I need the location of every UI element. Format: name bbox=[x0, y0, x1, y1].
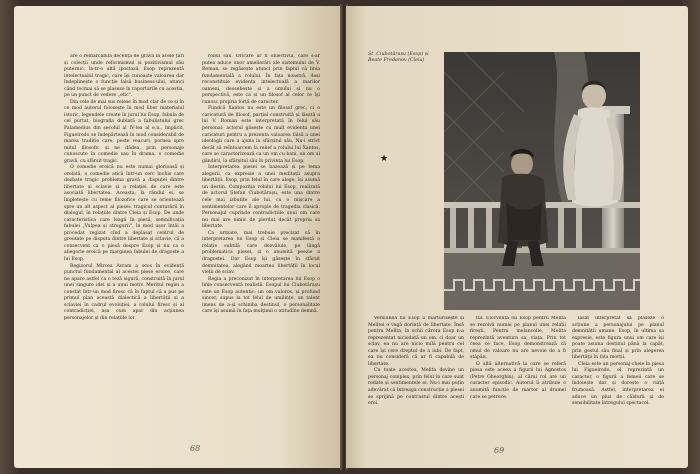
paragraph: tul. Elocvența lui Esop pentru Melita se rezolvă numai pe planul unei relații firești. Pentru melancolie, Melita reprezintă aventura sa, viața. Prin tot ceea ce face, Esop demonstrează că omul de valoare nu are nevoie de a fi stăpân. bbox=[470, 316, 566, 361]
paragraph: Cu toate acestea, Melita devine un personaj complex, prin felul în care sunt redate și sentimentele ei. Nu-i mai puțin adevărat că întreaga construcție a piesei se sprijină pe contrastul dintre acești eroi. bbox=[368, 368, 464, 407]
paragraph: are o remarcabilă decență de gravă în acele țări și colecții unde reformismul și pozitivismul său puternic, în-tr-o altă ipostază, Esop reprezentă intelectualul tragic, care își cunoaște valoarea dar îndeplinește o funcție falsă business-ului, atunci când tocmai să se plaseze în raporturile cu acestia, pe un punct de vedere „etic". bbox=[64, 54, 184, 99]
right-page-column-2 bbox=[470, 316, 566, 440]
paragraph: O comedie eroică nu este numai glorioasă și orelată, o comedie atică într-un cerc închis care dezbate tragic problema gravă a disputei dintre libertate și sclavie și a relației de care este asociată libertatea. Aceasta, la rândul ei, se împletește cu teme filozofice care se orientează spre un alt aspect al piesei: tragicul conturării în dialogul, în relațiile dintre Cleia și Esop. De unde caracteristica care leagă în piesă, semnificația fabulei „Vulpea și strugurii", în mod ușor întâi a procedat regizat cînd a deplasat centrul de greutate pe disputa dintre libertate și sclavie, că a consecvent ca o piesă despre Esop și nu ca o aliegorie eroică pe marginea fabulei de dragoste a lui Esop. bbox=[64, 165, 184, 262]
page-number-right: 69 bbox=[494, 446, 505, 455]
paragraph: Din cele de mai sus reiese în mod clar de ce și în ce mod autorul folosește în mod liber materialul istoric, legendele create în jurul lui Esop, fabula de cel purtat, biografia dublată a fabulistului grec Palamedius din secolul al IV-lea al e.n., implicit, Figueiredo se îndepărtează în mod considerabil de marea tradiție care, peste veacuri, pornea spre mitul filosofic și ne dădea, prin personaje cunoscute în comedie sau în drama, o comedie gravă, cu sfârșit tragic. bbox=[64, 99, 184, 164]
left-page bbox=[14, 6, 342, 468]
left-page-column-2 bbox=[202, 54, 320, 436]
paragraph: Regia a preconizat în interpretarea lui Esop o linie consecventă realistă. Esopul lui Ciubotărașu este un Esop autentic: un om valoros, și profund sincer, supus la tot felul de umilințe, un talent imens de a-și schimba destinul, o personalitate care își asumă în fața mulțimii o atitudine demnă. bbox=[202, 276, 320, 315]
paragraph: Cleia este un personaj-cheie în piesa lui Figueiredo, el reprezintă un caracter, o figură a femeii care se îndoiește dar și dorește o viață frumoasă. Astfel, interpretarea ei aduce un plus de căldură și de sensibilitate întregului spectacol. bbox=[572, 361, 664, 407]
right-page-column-3 bbox=[572, 316, 664, 440]
paragraph: Ca urmare, mai trebuie precizat că în interpretarea lui Esop și Cleia se manifestă o relație subtilă care dezvăluie, pe lângă problematica piesei, și o anumită poezie a dragostei. Dar Esop își găsește în sfârșit demnitatea, alegând moartea libertății în locul vieții de sclav. bbox=[202, 230, 320, 276]
paragraph: Regizorul Mircea Avram a scos în evidență punctul fundamental al acestei piese eroice, care ne apare astfel ca o teză sigură, construită în jurul unei singure idei și a unui motiv. Meritul regiei a constat într-un mod firesc că în faptul că a pus pe primul plan această dialectică a libertății și a sclaviei în cadrul evoluției, a rolului firesc și al contradicției, așa cum apar din acțiunea personajelor și din relațiile lor. bbox=[64, 263, 184, 321]
page-number-left: 68 bbox=[190, 444, 201, 453]
paragraph: robul său. Oricare ar fi obiectivul, care s-ar putea aduce unor ameliorări ale sistemului de V. Roman, se regăsește atunci prin faptul că linia fundamentală a rolului. În fața noastră, deși reconstituie evidența intelectuală a marilor oameni, deosebește și a omului și nu o perspectivă, este ca și un filosof al celor ce își cunosc propria forță de caracter. bbox=[202, 54, 320, 105]
star-icon: ★ bbox=[380, 154, 389, 164]
left-page-column-1 bbox=[64, 54, 184, 434]
paragraph: lăsat interpretat să plaseze o acțiune a personajului pe planul demnității umane. Esop, în ultima sa expresie, este figura unui om care își poate asuma destinul până la capăt, prin gestul său final și prin alegerea libertății în fața morții. bbox=[572, 316, 664, 361]
right-page bbox=[346, 6, 688, 468]
paragraph: O altă alternativă la care se referă piesa este aceea a figurii lui Agnostos (Petre Gheorghiu), al cărui rol are un caracter episodic. Autorul îi atribuie o anumită funcție de martor al dramei care se petrece. bbox=[470, 361, 566, 400]
stage-photo bbox=[444, 52, 640, 310]
paragraph: Interpretarea piesei se bazează și pe tema alegerii, ca expresie a unei meditații asupra libertății. Esop, prin felul în care alege, își asumă un destin. Compoziția rolului lui Esop, realizată de actorul Ștefan Ciubotărașu, este una dintre cele mai izbutite ale lui, cu o mișcare a sentimentelor care îl apropie de tragedia clasică. Personajul cuprinde contradicțiile unui om care nu mai are nimic de pierdut decât propria sa libertate. bbox=[202, 165, 320, 230]
paragraph: Versiunea lui Esop îi mărturisește și Melitei o vagă dorință de libertate. Însă pentru Melita, în ochii cărora Esop n-a reprezentat niciodată un om, ci doar un sclav, ea nu are nicio milă pentru cel care își cere dreptul de a iubi. De fapt, ea nu consideră că ar fi capabilă de libertate. bbox=[368, 316, 464, 367]
paragraph: Fiindcă Xantos nu este un filosof grec, ci o caricatură de filosof, parțial construită și lăsată a lui V. Roman este interpretată în felul său personal: actorul găsește cu mult evidența unei caricaturi pentru a prezenta valoarea falsă a unei ideologii care a ajuns la sfârșitul său. Nu-i strict decât să reîntoarcem la relief a rolului lui Xantos, care se caracterizează ca un om cu bani, un om al gândirii, la sfârșitul său în privința lui Esop. bbox=[202, 106, 320, 164]
stage-photo-illustration bbox=[444, 52, 640, 310]
right-page-column-1 bbox=[368, 316, 464, 440]
photo-caption: Șt. Ciubotărașu (Esop) și Beate Fredanov (Cleia) bbox=[368, 52, 429, 64]
